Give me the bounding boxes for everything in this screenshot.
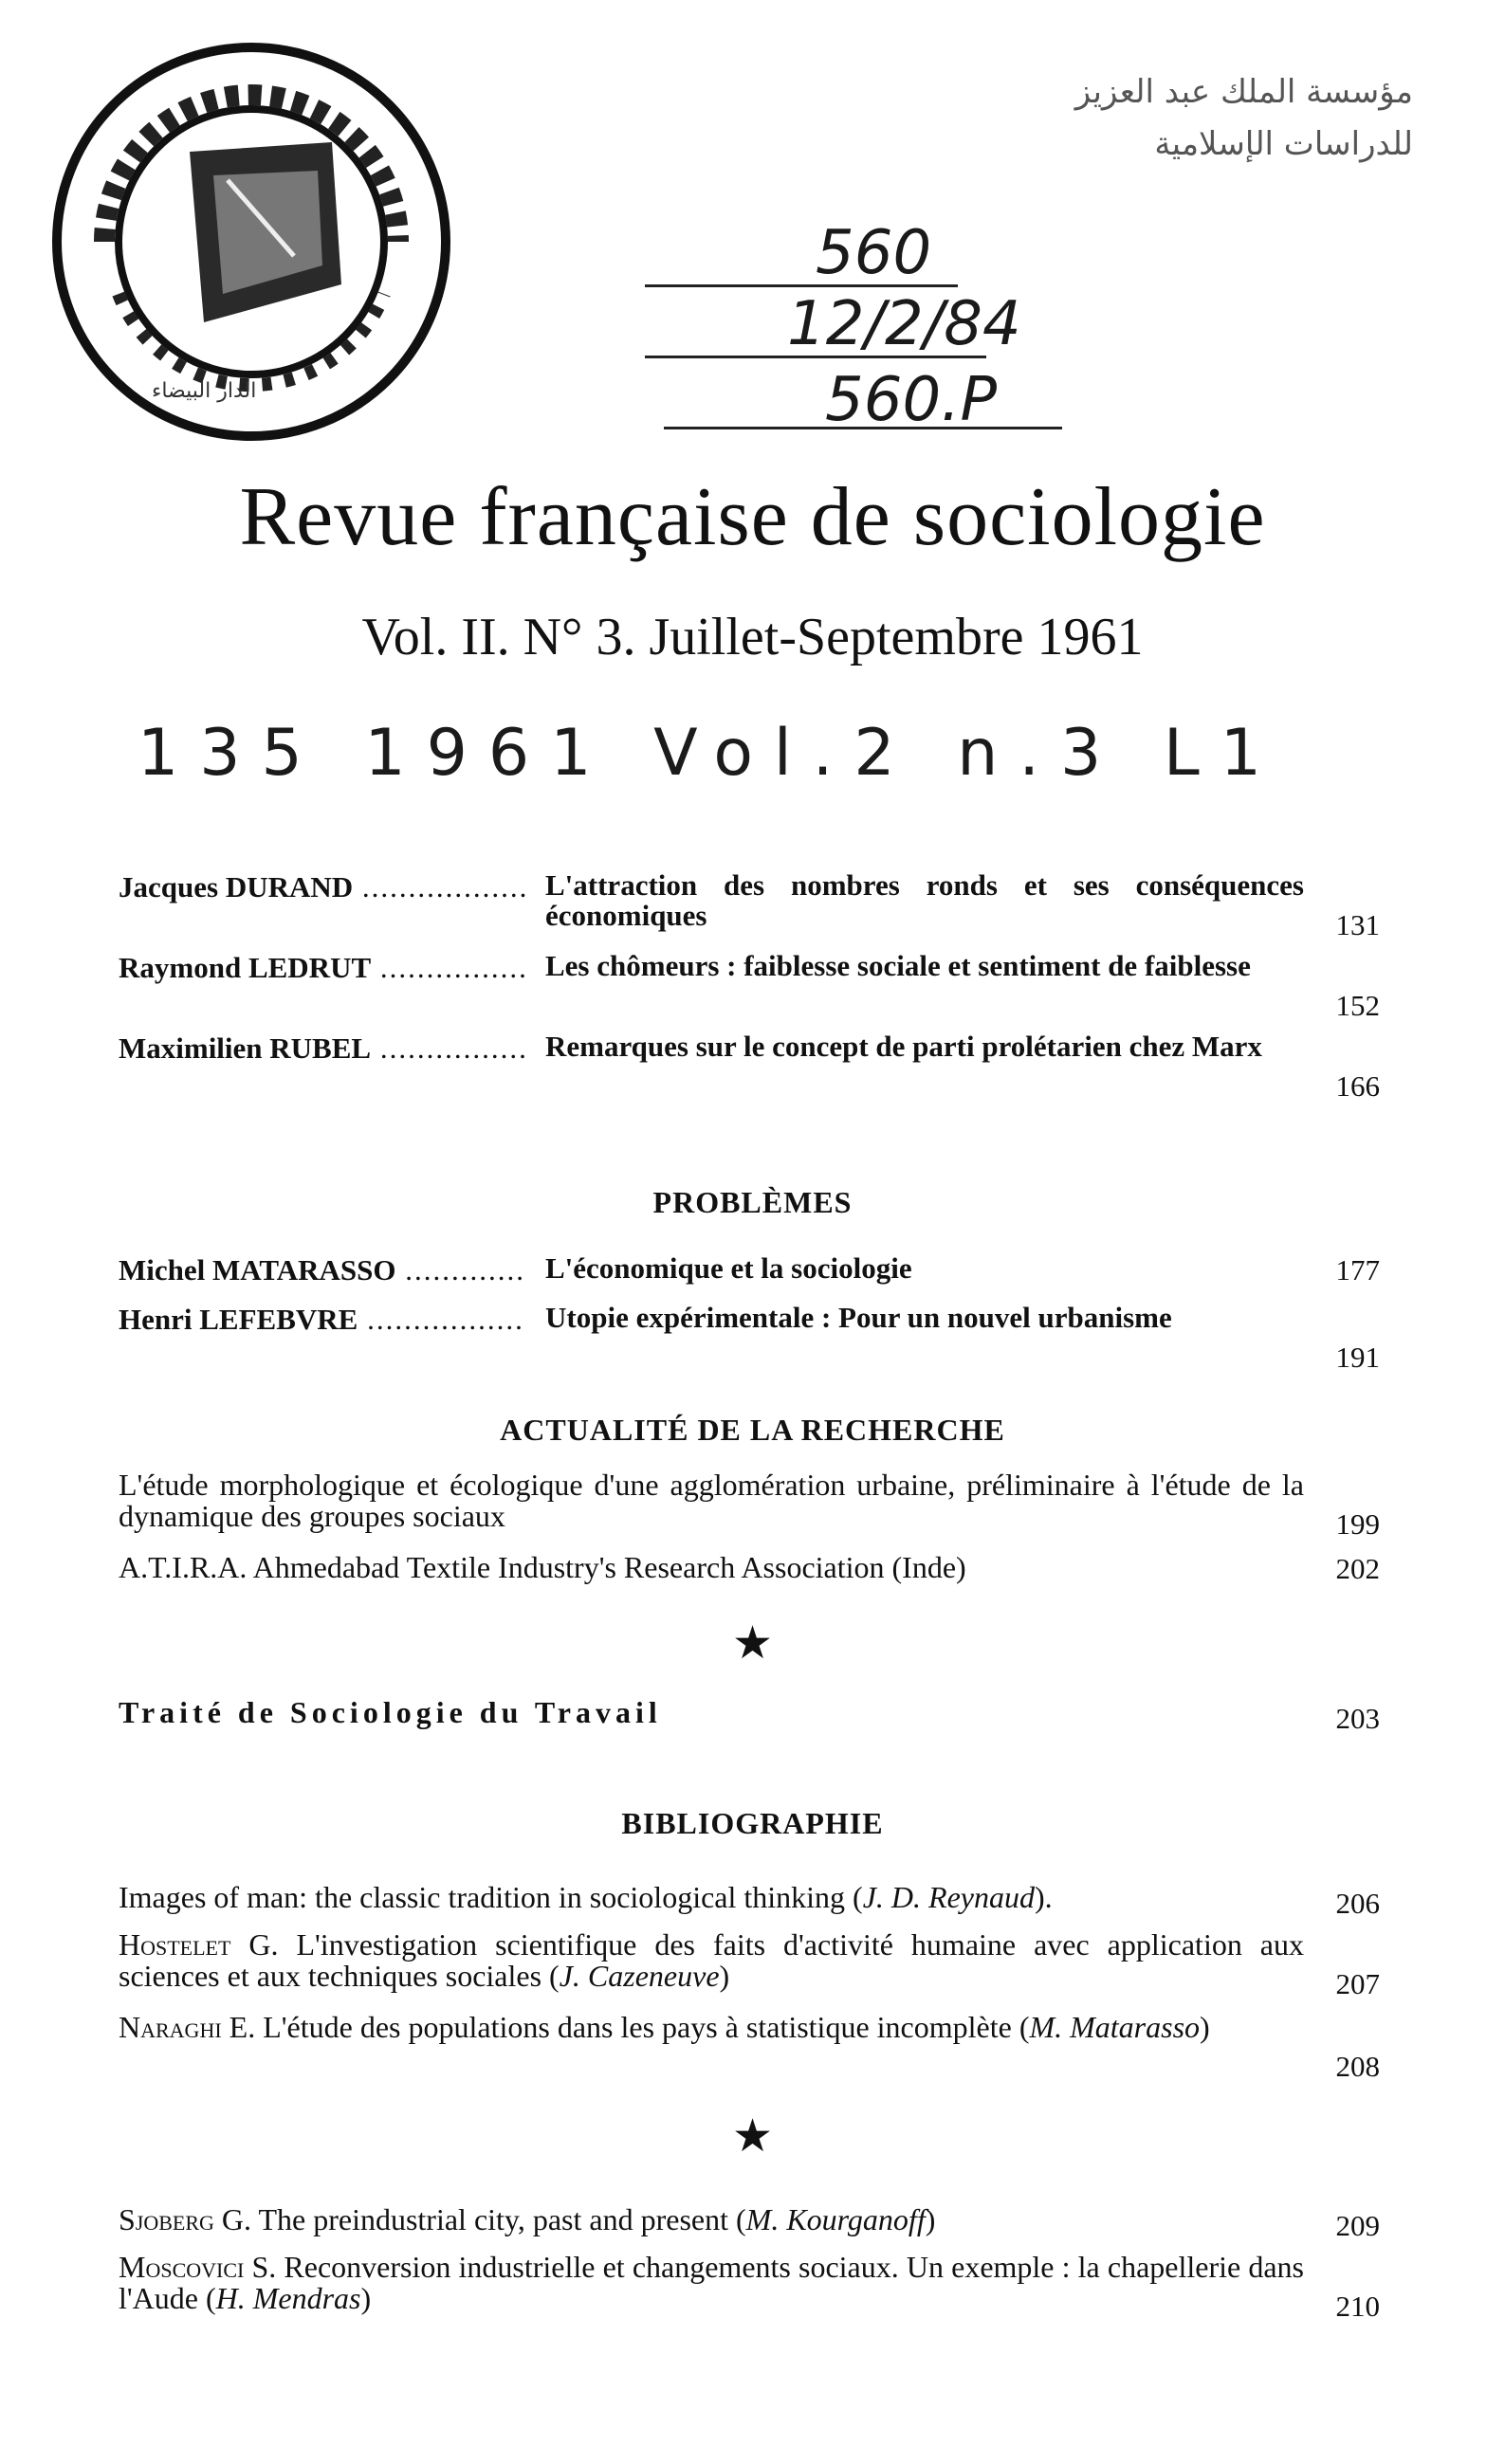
article-page: 177 — [1335, 1253, 1380, 1287]
stamp-label: الدار البيضاء — [152, 379, 257, 403]
article-title: Les chômeurs : faiblesse sociale et sentiment de faiblesse — [545, 949, 1251, 982]
handwritten-number: 560 — [816, 218, 932, 288]
article-author: Jacques DURAND ..... — [119, 870, 526, 904]
bibliography-entry: Hostelet G. L'investigation scientifique des faits d'activité humaine avec application aux sciences et aux techniques sociales (J. Cazeneuve) — [119, 1927, 1304, 1993]
section-heading-actualite: ACTUALITÉ DE LA RECHERCHE — [500, 1413, 1005, 1447]
bibliography-title: L'investigation scientifique des faits d'activité humaine avec application aux sciences et aux techniques sociales — [119, 1927, 1304, 1993]
bibliography-entry: Images of man: the classic tradition in sociological thinking (J. D. Reynaud). — [119, 1880, 1053, 1914]
handwritten-call-number: 135 1961 Vol.2 n.3 L1 — [138, 716, 1283, 791]
bibliography-reviewer: M. Kourganoff — [745, 2202, 926, 2236]
issue-line: Vol. II. N° 3. Juillet-Septembre 1961 — [361, 608, 1144, 666]
handwritten-date: 12/2/84 — [787, 289, 1021, 359]
bibliography-author: Moscovici S. — [119, 2250, 277, 2284]
institution-stamp-line-1: مؤسسة الملك عبد العزيز — [1074, 73, 1413, 111]
bibliography-page: 208 — [1335, 2050, 1380, 2083]
article-author: Maximilien RUBEL ..... — [119, 1031, 526, 1066]
article-page: 191 — [1335, 1341, 1380, 1374]
journal-title: Revue française de sociologie — [239, 471, 1266, 563]
institution-stamp-line-2: للدراسات الإسلامية — [1154, 125, 1413, 163]
bibliography-page: 209 — [1335, 2209, 1380, 2242]
handwritten-code: 560.P — [825, 365, 998, 435]
section-heading-problemes: PROBLÈMES — [652, 1185, 853, 1219]
article-author: Henri LEFEBVRE ..... — [119, 1303, 526, 1337]
bibliography-title: Images of man: the classic tradition in sociological thinking — [119, 1880, 846, 1914]
bibliography-reviewer: M. Matarasso — [1029, 2010, 1201, 2044]
bibliography-author: Sjoberg G. — [119, 2202, 252, 2236]
bibliography-entry: Moscovici S. Reconversion industrielle et changements sociaux. Un exemple : la chapellerie dans l'Aude (H. Mendras) — [119, 2250, 1305, 2315]
section-star-divider: ★ — [731, 2109, 774, 2163]
research-entry-text: A.T.I.R.A. Ahmedabad Textile Industry's Research Association (Inde) — [119, 1550, 966, 1584]
bibliography-author: Hostelet G. — [119, 1927, 279, 1962]
bibliography-author: Naraghi E. — [119, 2010, 256, 2044]
bibliography-reviewer: H. Mendras — [215, 2281, 361, 2315]
bibliography-title: Reconversion industrielle et changements sociaux. Un exemple : la chapellerie dans l'Aude — [119, 2250, 1305, 2315]
bibliography-title: L'étude des populations dans les pays à statistique incomplète — [263, 2010, 1012, 2044]
article-page: 131 — [1335, 908, 1380, 941]
bibliography-page: 210 — [1335, 2290, 1380, 2323]
research-entry-page: 199 — [1335, 1507, 1380, 1541]
section-heading-bibliographie: BIBLIOGRAPHIE — [621, 1806, 884, 1840]
article-author: Michel MATARASSO ..... — [119, 1253, 526, 1287]
traite-title: Traité de Sociologie du Travail — [119, 1695, 662, 1729]
article-author: Raymond LEDRUT ..... — [119, 951, 526, 985]
section-star-divider: ★ — [731, 1616, 774, 1670]
bibliography-entry: Sjoberg G. The preindustrial city, past and present (M. Kourganoff) — [119, 2202, 936, 2236]
institution-stamp — [664, 66, 1413, 190]
article-title: Utopie expérimentale : Pour un nouvel urbanisme — [545, 1301, 1172, 1334]
bibliography-page: 206 — [1335, 1887, 1380, 1920]
bibliography-title: The preindustrial city, past and present — [258, 2202, 728, 2236]
article-page: 166 — [1335, 1069, 1380, 1103]
research-entry — [119, 1469, 1304, 1532]
article-title: Remarques sur le concept de parti prolétarien chez Marx — [545, 1030, 1262, 1063]
bibliography-reviewer: J. D. Reynaud — [862, 1880, 1035, 1914]
article-title: L'économique et la sociologie — [545, 1251, 912, 1285]
research-entry — [119, 1552, 1304, 1583]
research-entry-text: L'étude morphologique et écologique d'une agglomération urbaine, préliminaire à l'étude de la dynamique des groupes sociaux — [119, 1468, 1304, 1533]
bibliography-reviewer: J. Cazeneuve — [559, 1959, 720, 1993]
article-page: 152 — [1335, 989, 1380, 1022]
traite-page: 203 — [1335, 1702, 1380, 1735]
bibliography-entry: Naraghi E. L'étude des populations dans les pays à statistique incomplète (M. Matarasso) — [119, 2010, 1210, 2044]
research-entry-page: 202 — [1335, 1552, 1380, 1585]
bibliography-page: 207 — [1335, 1967, 1380, 2000]
article-title: L'attraction des nombres ronds et ses conséquences économiques — [545, 868, 1304, 932]
